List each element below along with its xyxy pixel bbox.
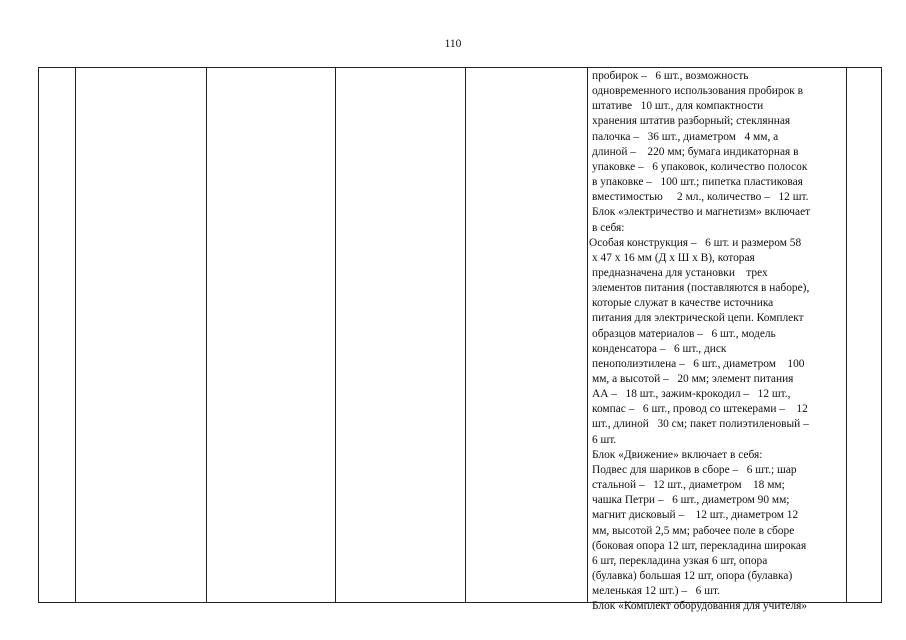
description-line: конденсатора – 6 шт., диск [592, 342, 727, 355]
description-line: (боковая опора 12 шт, перекладина широкая [592, 539, 807, 552]
description-line: в себя: [592, 221, 625, 234]
description-line: предназначена для установки трех [592, 266, 768, 279]
description-line: мм, высотой 2,5 мм; рабочее поле в сборе [592, 524, 795, 537]
description-line: 6 шт, перекладина узкая 6 шт, опора [592, 554, 768, 567]
description-line: штативе 10 шт., для компактности [592, 100, 764, 113]
description-line: Особая конструкция – 6 шт. и размером 58 [589, 236, 802, 249]
description-line: вместимостью 2 мл., количество – 12 шт. [592, 191, 809, 204]
description-line: питания для электрической цепи. Комплект [592, 312, 804, 325]
description-line: Подвес для шариков в сборе – 6 шт.; шар [592, 463, 797, 476]
description-line: одновременного использования пробирок в [592, 85, 804, 98]
description-line: пенополиэтилена – 6 шт., диаметром 100 [592, 357, 805, 370]
description-line: (булавка) большая 12 шт, опора (булавка) [592, 569, 793, 582]
column-divider [206, 68, 207, 602]
description-line: в упаковке – 100 шт.; пипетка пластиковая [592, 176, 803, 189]
description-line: длиной – 220 мм; бумага индикаторная в [592, 145, 799, 158]
description-line: палочка – 36 шт., диаметром 4 мм, а [592, 130, 779, 143]
page-number: 110 [444, 38, 462, 50]
description-line: образцов материалов – 6 шт., модель [592, 327, 776, 340]
column-divider [846, 68, 847, 602]
column-divider [335, 68, 336, 602]
description-line: пробирок – 6 шт., возможность [592, 70, 749, 82]
description-line: стальной – 12 шт., диаметром 18 мм; [592, 479, 785, 492]
specification-table [38, 67, 882, 613]
description-cell [589, 68, 844, 613]
description-line: Блок «электричество и магнетизм» включает [592, 206, 811, 219]
column-divider [75, 68, 76, 602]
description-line: Блок «Комплект оборудования для учителя» [592, 600, 808, 613]
description-line: чашка Петри – 6 шт., диаметром 90 мм; [592, 494, 790, 507]
description-line: 6 шт. [592, 433, 617, 446]
description-line: хранения штатив разборный; стеклянная [592, 115, 791, 128]
description-line: х 47 х 16 мм (Д х Ш х В), которая [592, 251, 755, 264]
description-line: АА – 18 шт., зажим-крокодил – 12 шт., [592, 388, 791, 401]
description-line: элементов питания (поставляются в наборе), [592, 282, 810, 295]
description-line: Блок «Движение» включает в себя: [592, 448, 763, 461]
column-divider [465, 68, 466, 602]
description-line: шт., длиной 30 см; пакет полиэтиленовый – [592, 418, 809, 431]
column-divider [587, 68, 588, 602]
description-line: упаковке – 6 упаковок, количество полосок [592, 160, 808, 173]
description-line: которые служат в качестве источника [592, 297, 774, 310]
description-line: магнит дисковый – 12 шт., диаметром 12 [592, 509, 799, 522]
description-line: меленькая 12 шт.) – 6 шт. [592, 585, 720, 598]
description-line: компас – 6 шт., провод со штекерами – 12 [592, 403, 808, 416]
description-line: мм, а высотой – 20 мм; элемент питания [592, 373, 794, 385]
